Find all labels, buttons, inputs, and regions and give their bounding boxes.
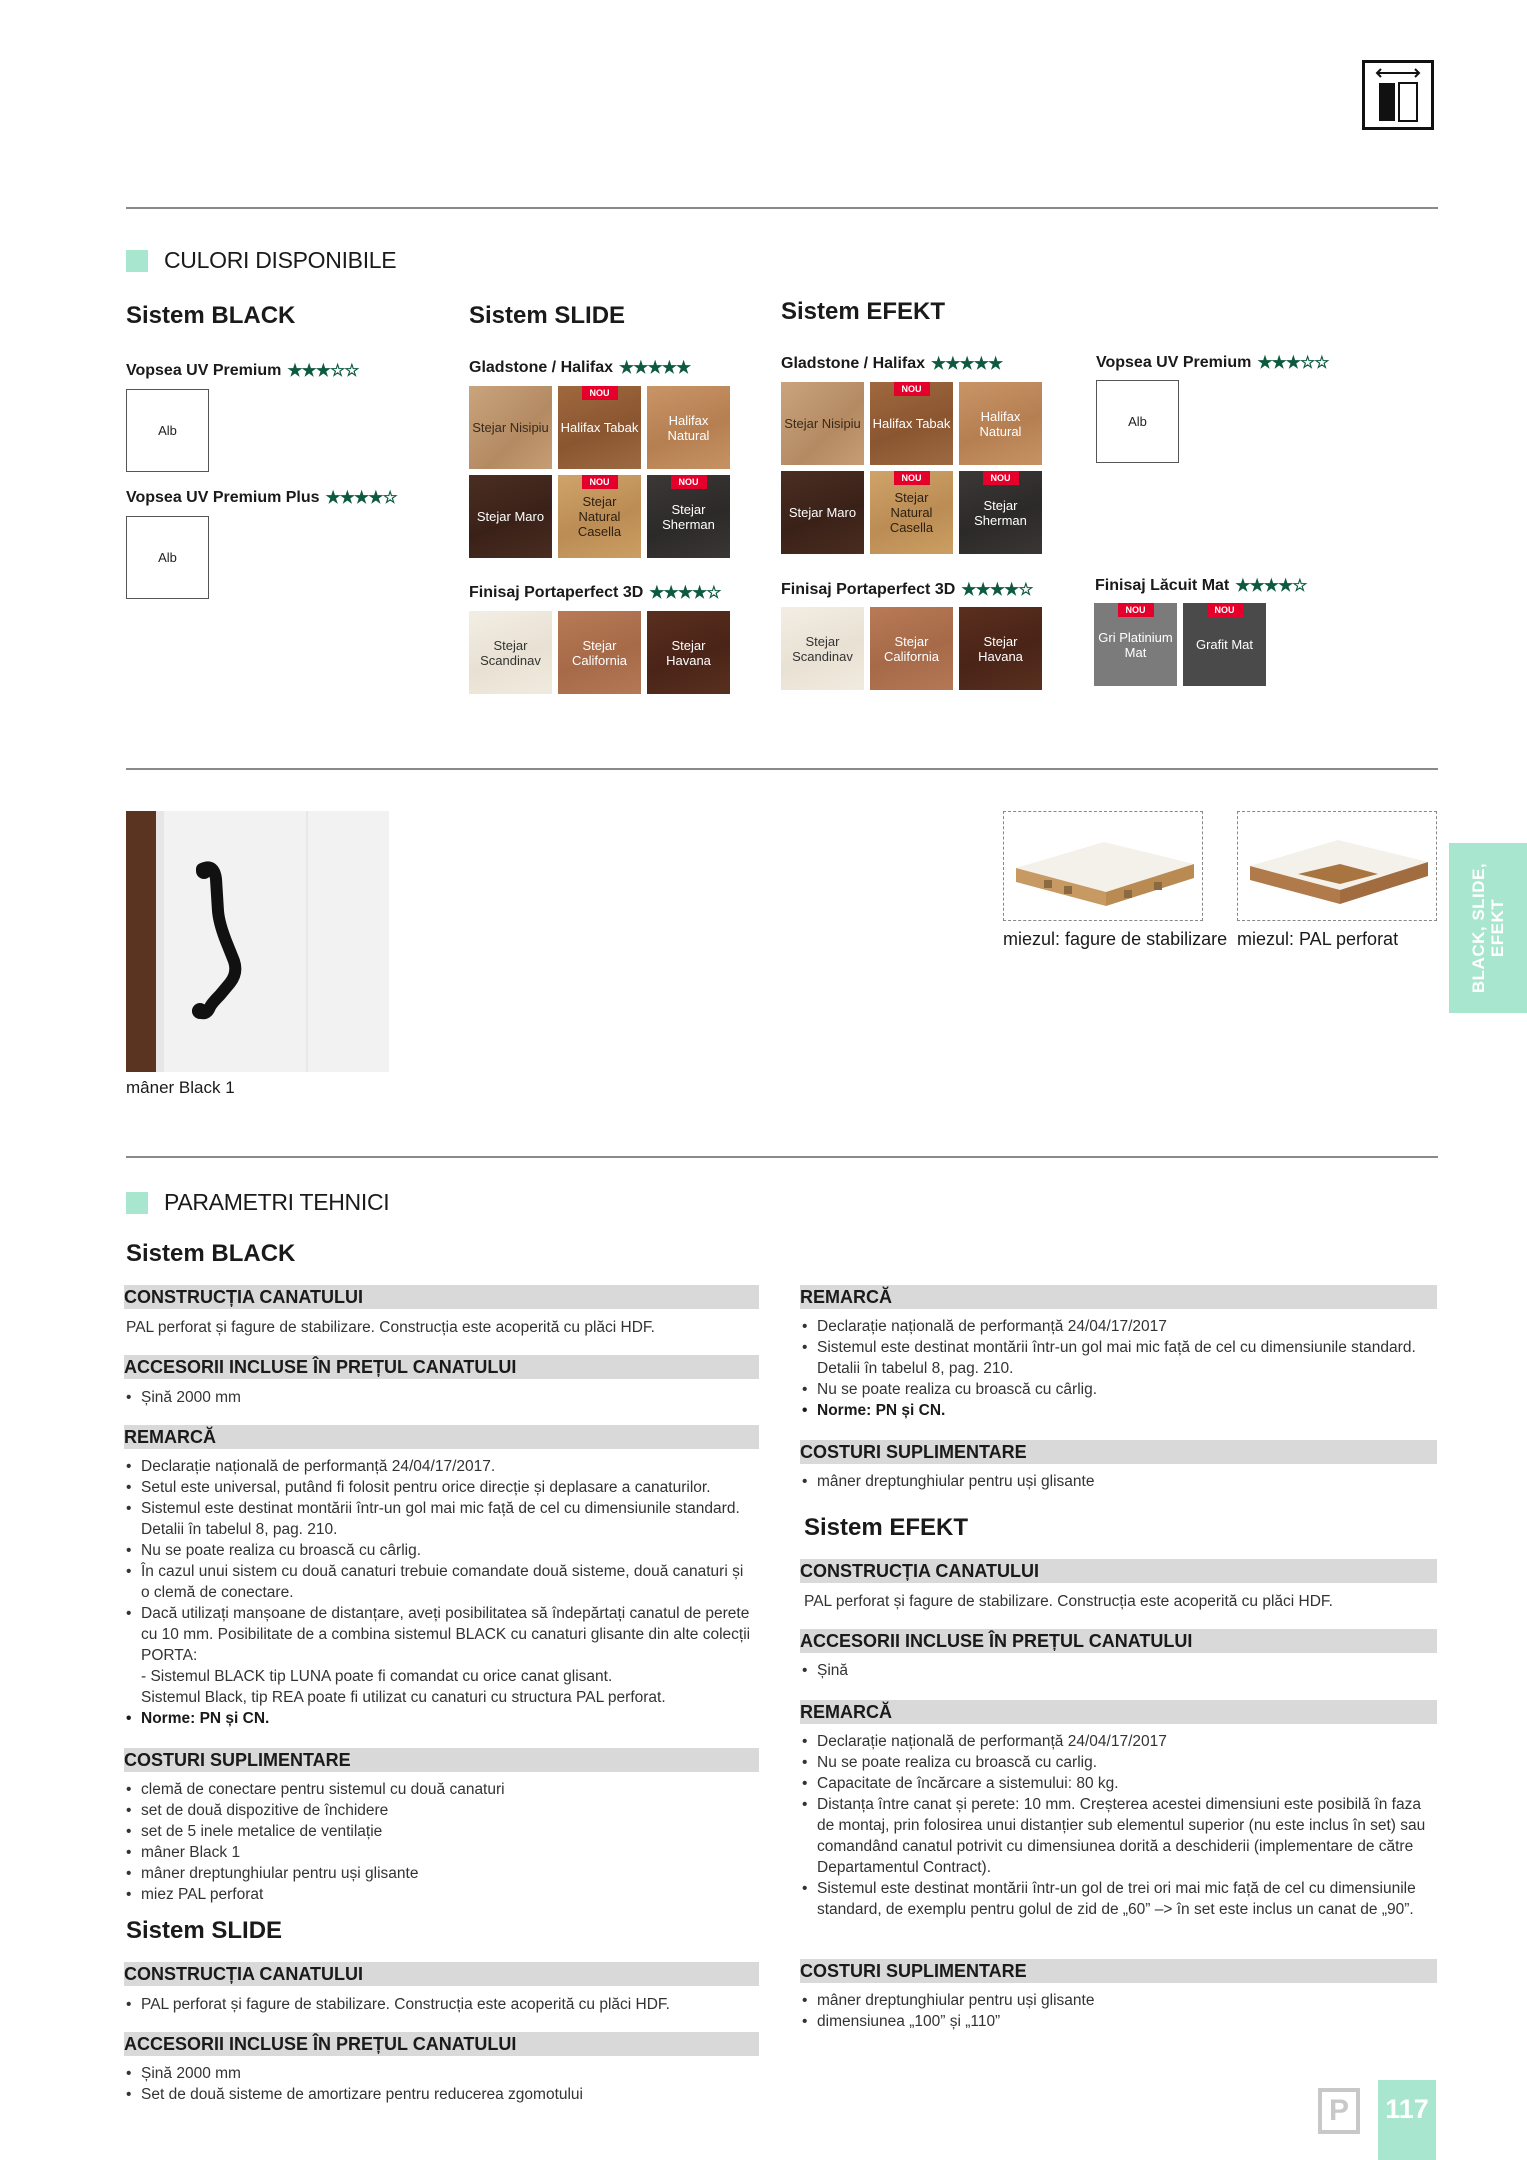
finish-label: Finisaj Portaperfect 3D <box>469 584 644 601</box>
efekt-finish2-title <box>781 580 1032 600</box>
rating-stars: ★★★☆☆ <box>287 361 359 380</box>
new-badge: NOU <box>1118 603 1154 617</box>
list-item: • Dacă utilizați manșoane de distanțare, aveți posibilitatea să îndepărtați canatul de perete cu 10 mm. Posibilitate de a combina sistemul BLACK cu canaturi glisante din alte colecții PORTA: <box>126 1603 756 1666</box>
core-pal-image <box>1237 811 1437 921</box>
swatch-label: Stejar Havana <box>666 637 711 668</box>
swatch-label: Alb <box>1128 414 1147 429</box>
slide-finish2-title <box>469 583 720 603</box>
list-item: • dimensiunea „100” și „110” <box>802 2011 1434 2032</box>
swatch-label: Stejar Scandinav <box>480 637 541 668</box>
slide-construction-list <box>126 1994 756 2015</box>
swatch-label: Gri Platinium Mat <box>1098 629 1173 660</box>
page-number: 117 <box>1378 2080 1436 2160</box>
list-item: • Declarație națională de performanță 24/04/17/2017 <box>802 1316 1434 1337</box>
swatch-stejar-natural-casella <box>870 471 953 554</box>
norms-item: • Norme: PN și CN. <box>126 1708 756 1729</box>
new-badge: NOU <box>582 475 618 489</box>
list-item: • mâner dreptunghiular pentru uși glisante <box>802 1990 1434 2011</box>
swatch-grafit-mat <box>1183 603 1266 686</box>
list-item: • Nu se poate realiza cu broască cu carlig. <box>802 1752 1434 1773</box>
tech-slide-title: Sistem SLIDE <box>126 1917 283 1944</box>
system-black-title: Sistem BLACK <box>126 302 296 329</box>
side-tab-line2: EFEKT <box>1488 898 1507 958</box>
swatch-label: Stejar Natural Casella <box>577 494 622 539</box>
section-tech-header <box>126 1189 389 1216</box>
list-item: • Setul este universal, putând fi folosit pentru orice direcție și deplasare a canaturilor. <box>126 1477 756 1498</box>
section-title: CULORI DISPONIBILE <box>164 247 397 273</box>
slide-costs-list <box>802 1471 1434 1492</box>
black-accessories-list <box>126 1387 756 1408</box>
list-item: • mâner dreptunghiular pentru uși glisante <box>126 1863 756 1884</box>
core-pal-caption: miezul: PAL perforat <box>1237 929 1399 949</box>
list-item: • mâner dreptunghiular pentru uși glisante <box>802 1471 1434 1492</box>
efekt-accessories-list <box>802 1660 1434 1681</box>
list-item-sub: - Sistemul BLACK tip LUNA poate fi comandat cu orice canat glisant. <box>141 1668 613 1685</box>
side-tab-line1: BLACK, SLIDE, <box>1469 862 1488 994</box>
list-item: • Nu se poate realiza cu broască cu cârlig. <box>126 1540 756 1561</box>
swatch-halifax-natural <box>959 382 1042 465</box>
swatch-label: Stejar Nisipiu <box>784 416 861 431</box>
swatch-stejar-sherman <box>959 471 1042 554</box>
norms-item: • Norme: PN și CN. <box>802 1400 1434 1421</box>
efekt-costs-list <box>802 1990 1434 2032</box>
finish-label: Gladstone / Halifax <box>469 359 614 376</box>
swatch-stejar-scandinav <box>781 607 864 690</box>
black-costs-head: COSTURI SUPLIMENTARE <box>124 1748 759 1772</box>
list-item-sub: Sistemul Black, tip REA poate fi utilizat cu canaturi cu structura PAL perforat. <box>141 1689 666 1706</box>
swatch-halifax-tabak <box>870 382 953 465</box>
rating-stars: ★★★★★ <box>931 354 1003 373</box>
black-remark-head: REMARCĂ <box>124 1425 759 1449</box>
swatch-label: Stejar Maro <box>476 509 545 524</box>
system-slide-title: Sistem SLIDE <box>469 302 626 329</box>
finish-label: Vopsea UV Premium <box>1096 354 1252 371</box>
list-item: • Sistemul este destinat montării într-un gol mai mic față de cel cu dimensiunile standard. Detalii în tabelul 8, pag. 210. <box>126 1498 756 1540</box>
core-honeycomb-image <box>1003 811 1203 921</box>
efekt-construction-text: PAL perforat și fagure de stabilizare. Construcția este acoperită cu plăci HDF. <box>804 1593 1333 1610</box>
list-item: • clemă de conectare pentru sistemul cu două canaturi <box>126 1779 756 1800</box>
swatch-label: Stejar California <box>572 637 627 668</box>
section-title: PARAMETRI TEHNICI <box>164 1189 390 1215</box>
swatch-stejar-havana <box>647 611 730 694</box>
new-badge: NOU <box>671 475 707 489</box>
core-honeycomb-caption: miezul: fagure de stabilizare <box>1003 929 1228 949</box>
efekt-finish4-title <box>1095 576 1306 596</box>
swatch-stejar-nisipiu <box>469 386 552 469</box>
list-item: • Sistemul este destinat montării într-un gol mai mic față de cel cu dimensiunile standard. Detalii în tabelul 8, pag. 210. <box>802 1337 1434 1379</box>
swatch-stejar-sherman <box>647 475 730 558</box>
divider <box>126 1156 1438 1158</box>
chapter-side-tab <box>1449 843 1527 1013</box>
list-item: • În cazul unui sistem cu două canaturi trebuie comandate două sisteme, două canaturi și o clemă de conectare. <box>126 1561 756 1603</box>
swatch-label: Halifax Natural <box>979 408 1022 439</box>
swatch-alb <box>1096 380 1179 463</box>
black-accessories-head: ACCESORII INCLUSE ÎN PREȚUL CANATULUI <box>124 1355 759 1379</box>
swatch-stejar-nisipiu <box>781 382 864 465</box>
finish-label: Vopsea UV Premium <box>126 362 282 379</box>
section-colors-header <box>126 247 396 274</box>
slide-accessories-head: ACCESORII INCLUSE ÎN PREȚUL CANATULUI <box>124 2032 759 2056</box>
list-item: • set de două dispozitive de închidere <box>126 1800 756 1821</box>
black-remark-list <box>126 1456 756 1729</box>
rating-stars: ★★★★☆ <box>961 580 1033 599</box>
list-item: • Declarație națională de performanță 24/04/17/2017 <box>802 1731 1434 1752</box>
swatch-label: Grafit Mat <box>1195 637 1254 652</box>
list-item: • mâner Black 1 <box>126 1842 756 1863</box>
section-marker <box>126 250 148 272</box>
swatch-halifax-tabak <box>558 386 641 469</box>
tech-black-title: Sistem BLACK <box>126 1240 296 1267</box>
swatch-label: Halifax Tabak <box>560 420 639 435</box>
slide-finish1-title <box>469 358 690 378</box>
rating-stars: ★★★★☆ <box>649 583 721 602</box>
swatch-stejar-havana <box>959 607 1042 690</box>
efekt-finish3-title <box>1096 353 1329 373</box>
swatch-label: Stejar Sherman <box>974 497 1027 528</box>
sliding-door-icon <box>1362 60 1434 130</box>
swatch-halifax-natural <box>647 386 730 469</box>
divider <box>126 768 1438 770</box>
divider <box>126 207 1438 209</box>
efekt-remark-head: REMARCĂ <box>800 1700 1437 1724</box>
finish-label: Finisaj Lăcuit Mat <box>1095 577 1230 594</box>
tech-efekt-title: Sistem EFEKT <box>804 1514 969 1541</box>
list-item: • Declarație națională de performanță 24/04/17/2017. <box>126 1456 756 1477</box>
list-item: • Șină 2000 mm <box>126 2063 756 2084</box>
swatch-label: Stejar Sherman <box>662 501 715 532</box>
new-badge: NOU <box>1207 603 1243 617</box>
rating-stars: ★★★★☆ <box>325 488 397 507</box>
swatch-label: Stejar California <box>884 633 939 664</box>
black-finish1-title <box>126 361 359 381</box>
list-item: • miez PAL perforat <box>126 1884 756 1905</box>
new-badge: NOU <box>894 471 930 485</box>
list-item: • Șină 2000 mm <box>126 1387 756 1408</box>
swatch-label: Alb <box>158 423 177 438</box>
black-construction-text: PAL perforat și fagure de stabilizare. Construcția este acoperită cu plăci HDF. <box>126 1319 655 1336</box>
swatch-label: Stejar Scandinav <box>792 633 853 664</box>
efekt-costs-head: COSTURI SUPLIMENTARE <box>800 1959 1437 1983</box>
efekt-construction-head: CONSTRUCȚIA CANATULUI <box>800 1559 1437 1583</box>
rating-stars: ★★★☆☆ <box>1257 353 1329 372</box>
swatch-label: Stejar Natural Casella <box>889 490 934 535</box>
list-item: • Set de două sisteme de amortizare pentru reducerea zgomotului <box>126 2084 756 2105</box>
swatch-stejar-maro <box>469 475 552 558</box>
black-construction-head: CONSTRUCȚIA CANATULUI <box>124 1285 759 1309</box>
swatch-label: Stejar Maro <box>788 505 857 520</box>
finish-label: Gladstone / Halifax <box>781 355 926 372</box>
rating-stars: ★★★★☆ <box>1235 576 1307 595</box>
swatch-stejar-california <box>870 607 953 690</box>
list-item: • PAL perforat și fagure de stabilizare. Construcția este acoperită cu plăci HDF. <box>126 1994 756 2015</box>
efekt-remark-list <box>802 1731 1434 1920</box>
new-badge: NOU <box>983 471 1019 485</box>
swatch-stejar-california <box>558 611 641 694</box>
rating-stars: ★★★★★ <box>619 358 691 377</box>
slide-construction-head: CONSTRUCȚIA CANATULUI <box>124 1962 759 1986</box>
list-item: • Nu se poate realiza cu broască cu cârlig. <box>802 1379 1434 1400</box>
porta-logo-icon: P <box>1318 2088 1360 2134</box>
list-item: • Șină <box>802 1660 1434 1681</box>
slide-accessories-list <box>126 2063 756 2105</box>
system-efekt-title: Sistem EFEKT <box>781 298 946 325</box>
handle-caption: mâner Black 1 <box>126 1078 235 1097</box>
swatch-label: Alb <box>158 550 177 565</box>
finish-label: Finisaj Portaperfect 3D <box>781 581 956 598</box>
list-item: • Distanța între canat și perete: 10 mm. Creșterea acestei dimensiuni este posibilă în faza de montaj, prin folosirea unui distanțier sub elementul superior (nu este inclus în set) sau comandând canatul potrivit cu dimensiunea dorită a deschiderii (implementare de către Departamentul Contract). <box>802 1794 1434 1878</box>
swatch-stejar-natural-casella <box>558 475 641 558</box>
swatch-gri-platinium-mat <box>1094 603 1177 686</box>
swatch-stejar-scandinav <box>469 611 552 694</box>
slide-remark-head: REMARCĂ <box>800 1285 1437 1309</box>
section-marker <box>126 1192 148 1214</box>
black-finish2-title <box>126 488 397 508</box>
new-badge: NOU <box>894 382 930 396</box>
swatch-label: Stejar Nisipiu <box>472 420 549 435</box>
finish-label: Vopsea UV Premium Plus <box>126 489 320 506</box>
swatch-label: Stejar Havana <box>978 633 1023 664</box>
list-item: • set de 5 inele metalice de ventilație <box>126 1821 756 1842</box>
black-costs-list <box>126 1779 756 1905</box>
swatch-alb <box>126 389 209 472</box>
slide-costs-head: COSTURI SUPLIMENTARE <box>800 1440 1437 1464</box>
slide-remark-list <box>802 1316 1434 1421</box>
side-tab-label <box>1469 863 1507 993</box>
efekt-finish1-title <box>781 354 1002 374</box>
new-badge: NOU <box>582 386 618 400</box>
swatch-alb <box>126 516 209 599</box>
swatch-label: Halifax Natural <box>667 412 710 443</box>
efekt-accessories-head: ACCESORII INCLUSE ÎN PREȚUL CANATULUI <box>800 1629 1437 1653</box>
list-item: • Capacitate de încărcare a sistemului: 80 kg. <box>802 1773 1434 1794</box>
list-item: • Sistemul este destinat montării într-un gol de trei ori mai mic față de cel cu dimensiunile standard, de exemplu pentru golul de zid de „60” –> în set este inclus un canat de „90”. <box>802 1878 1434 1920</box>
handle-image <box>126 811 389 1072</box>
swatch-label: Halifax Tabak <box>872 416 951 431</box>
swatch-stejar-maro <box>781 471 864 554</box>
